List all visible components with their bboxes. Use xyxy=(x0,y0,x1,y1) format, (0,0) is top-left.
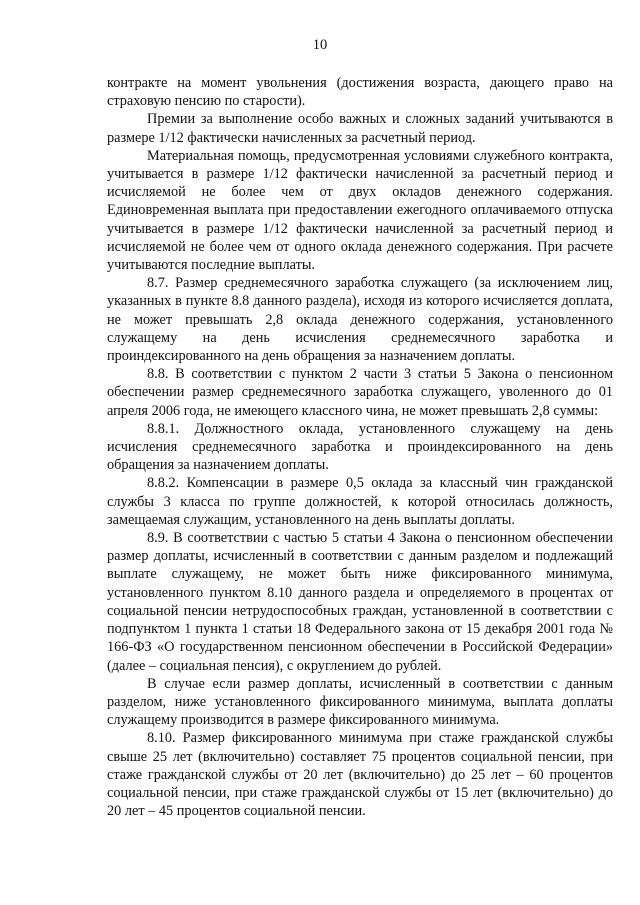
paragraph-material-aid: Материальная помощь, предусмотренная условиями служебного контракта, учитывается в размере 1/12 фактически начисленной за расчетный период и исчисляемой не более чем от двух окладов денежного содержания. Единовременная выплата при предоставлении ежегодного оплачиваемого отпуска учитывается в размере 1/12 фактически начисленной за расчетный период и исчисляемой не более чем от одного оклада денежного содержания. При расчете учитываются последние выплаты. xyxy=(107,147,613,274)
paragraph-8-7: 8.7. Размер среднемесячного заработка служащего (за исключением лиц, указанных в пункте 8.8 данного раздела), исходя из которого исчисляется доплата, не может превышать 2,8 оклада денежного содержания, установленного служащему на день исчисления среднемесячного заработка и проиндексированного на день обращения за назначением доплаты. xyxy=(107,275,613,365)
page-number: 10 xyxy=(312,37,328,53)
paragraph-8-10: 8.10. Размер фиксированного минимума при стаже гражданской службы свыше 25 лет (включительно) составляет 75 процентов социальной пенсии, при стаже гражданской службы от 20 лет (включительно) до 25 лет – 60 процентов социальной пенсии, при стаже гражданской службы от 15 лет (включительно) до 20 лет – 45 процентов социальной пенсии. xyxy=(107,730,613,820)
paragraph-bonuses: Премии за выполнение особо важных и сложных заданий учитываются в размере 1/12 фактически начисленных за расчетный период. xyxy=(107,111,613,146)
paragraph-8-9: 8.9. В соответствии с частью 5 статьи 4 Закона о пенсионном обеспечении размер доплаты, исчисленный в соответствии с данным разделом и подлежащий выплате служащему, не может быть ниже фиксированного минимума, установленного пунктом 8.10 данного раздела и определяемого в процентах от социальной пенсии нетрудоспособных граждан, установленной в соответствии с подпунктом 1 пункта 1 статьи 18 Федерального закона от 15 декабря 2001 года № 166-ФЗ «О государственном пенсионном обеспечении в Российской Федерации» (далее – социальная пенсия), с округлением до рублей. xyxy=(107,530,613,674)
paragraph-8-8-2: 8.8.2. Компенсации в размере 0,5 оклада за классный чин гражданской службы 3 класса по группе должностей, к которой относилась должность, замещаемая служащим, установленного на день выплаты доплаты. xyxy=(107,475,613,528)
paragraph-minimum-rule: В случае если размер доплаты, исчисленный в соответствии с данным разделом, ниже установленного фиксированного минимума, выплата доплаты служащему производится в размере фиксированного минимума. xyxy=(107,675,613,729)
paragraph-8-8-1: 8.8.1. Должностного оклада, установленного служащему на день исчисления среднемесячного заработка и проиндексированного на день обращения за назначением доплаты. xyxy=(107,420,613,474)
document-body xyxy=(107,74,613,820)
paragraph-8-8: 8.8. В соответствии с пунктом 2 части 3 статьи 5 Закона о пенсионном обеспечении размер среднемесячного заработка служащего, уволенного до 01 апреля 2006 года, не имеющего классного чина, не может превышать 2,8 суммы: xyxy=(107,366,613,419)
paragraph-contract-continuation: контракте на момент увольнения (достижения возраста, дающего право на страховую пенсию по старости). xyxy=(107,75,613,110)
